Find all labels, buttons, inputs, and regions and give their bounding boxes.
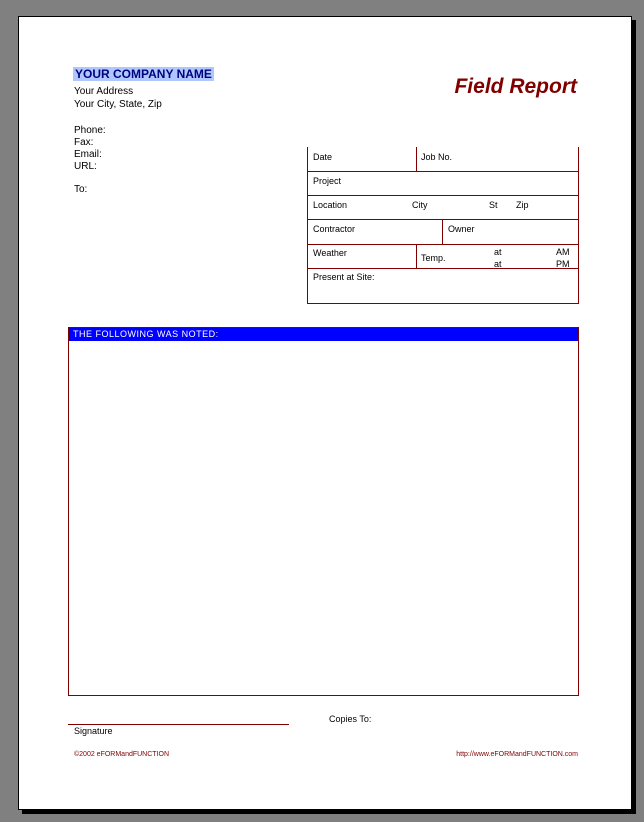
- url-label: URL:: [74, 161, 97, 172]
- divider: [416, 244, 417, 268]
- project-field[interactable]: Project: [313, 176, 342, 186]
- notes-heading: THE FOLLOWING WAS NOTED:: [69, 328, 578, 341]
- divider: [308, 244, 578, 245]
- divider: [416, 147, 417, 171]
- owner-field[interactable]: Owner: [448, 224, 475, 234]
- zip-field[interactable]: Zip: [516, 200, 529, 210]
- location-field[interactable]: Location: [313, 200, 348, 210]
- signature-line[interactable]: [68, 724, 289, 725]
- divider: [308, 219, 578, 220]
- job-no-field[interactable]: Job No.: [421, 152, 453, 162]
- copies-to-field[interactable]: Copies To:: [329, 714, 372, 724]
- signature-label: Signature: [74, 726, 113, 736]
- weather-field[interactable]: Weather: [313, 248, 347, 258]
- phone-label: Phone:: [74, 125, 106, 136]
- company-city-state-zip: Your City, State, Zip: [74, 99, 162, 110]
- copyright-text: ©2002 eFORMandFUNCTION: [74, 751, 170, 758]
- divider: [308, 171, 578, 172]
- company-address: Your Address: [74, 86, 134, 97]
- footer-url-link[interactable]: http://www.eFORMandFUNCTION.com: [456, 751, 578, 758]
- divider: [308, 195, 578, 196]
- divider: [442, 219, 443, 244]
- to-label: To:: [74, 184, 88, 195]
- email-label: Email:: [74, 149, 102, 160]
- job-info-box: [307, 147, 579, 304]
- temp-field[interactable]: Temp.: [421, 253, 446, 263]
- present-at-site-field[interactable]: Present at Site:: [313, 272, 375, 282]
- temp-at-am: at: [494, 247, 502, 257]
- temp-at-pm: at: [494, 259, 502, 269]
- report-page: [18, 16, 632, 810]
- divider: [308, 268, 578, 269]
- fax-label: Fax:: [74, 137, 94, 148]
- notes-area[interactable]: [68, 327, 579, 696]
- am-label: AM: [556, 247, 570, 257]
- company-name[interactable]: YOUR COMPANY NAME: [75, 67, 212, 81]
- pm-label: PM: [556, 259, 570, 269]
- state-field[interactable]: St: [489, 200, 498, 210]
- city-field[interactable]: City: [412, 200, 428, 210]
- date-field[interactable]: Date: [313, 152, 333, 162]
- page-title: Field Report: [454, 75, 577, 98]
- contractor-field[interactable]: Contractor: [313, 224, 356, 234]
